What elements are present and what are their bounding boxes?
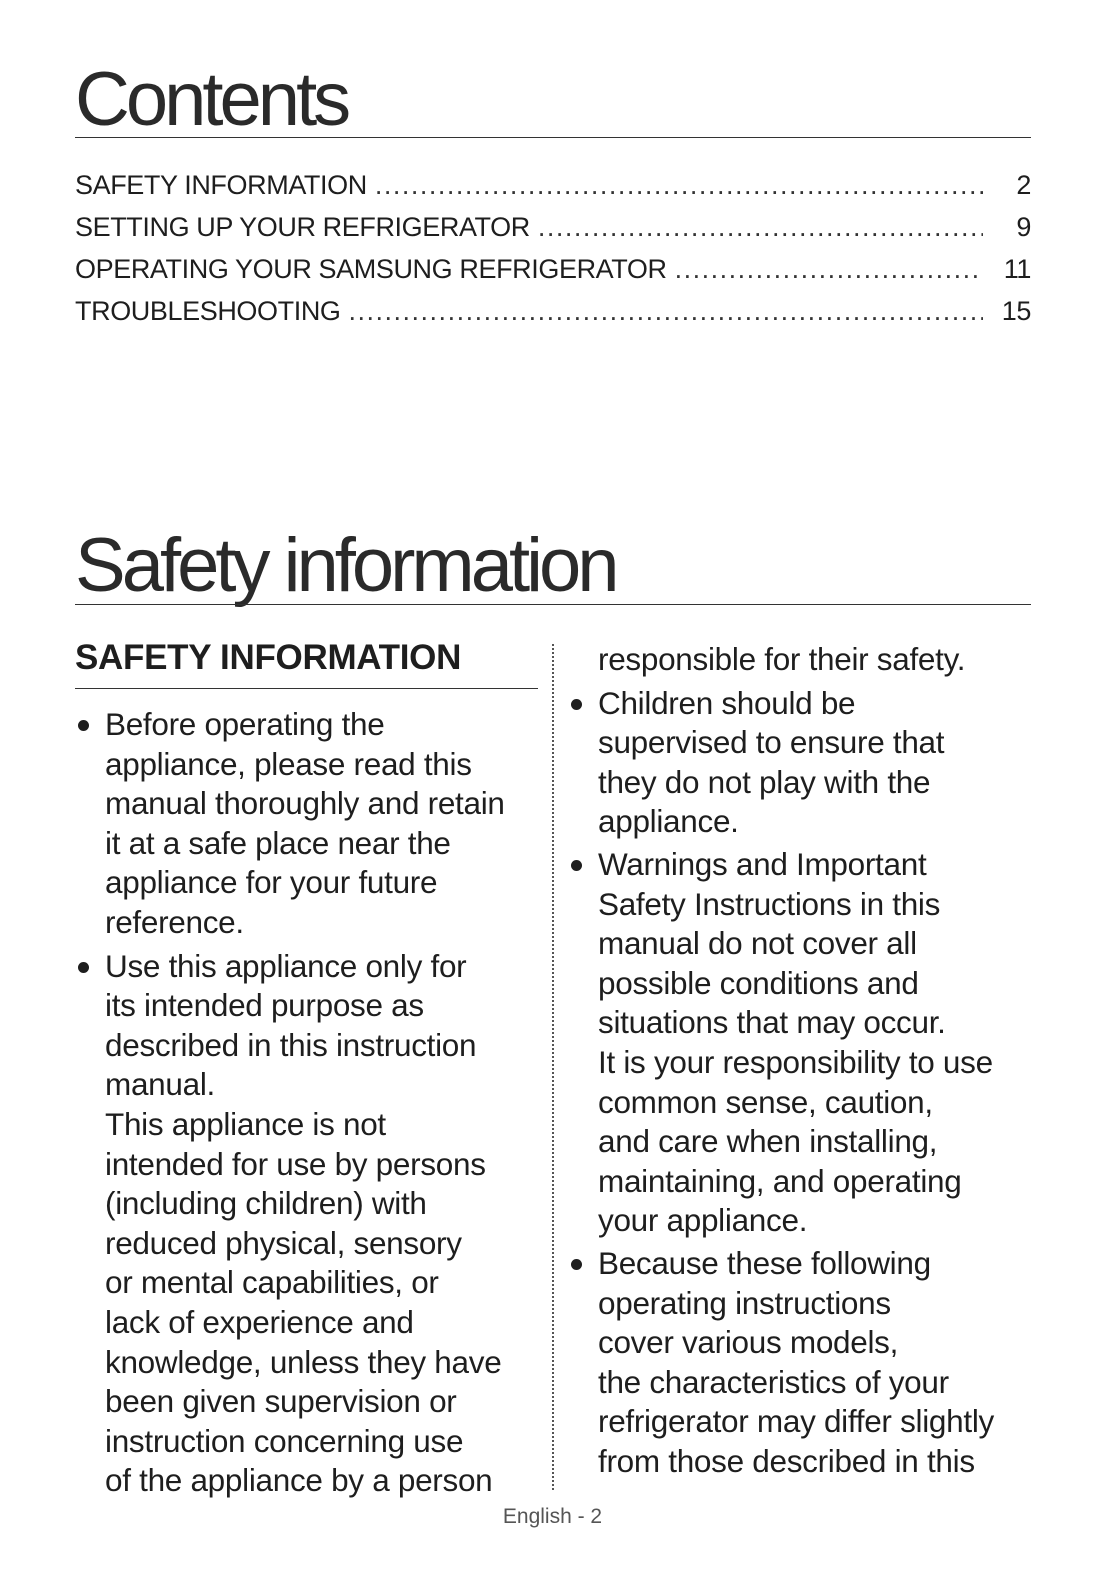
toc-label: TROUBLESHOOTING xyxy=(75,296,341,326)
bullet-text: Before operating the appliance, please read this manual thoroughly and retain it at a safe place near the appliance for your future reference. xyxy=(105,706,505,940)
bullet-item xyxy=(75,947,538,1501)
toc-leader-dots xyxy=(675,254,983,285)
bullet-icon xyxy=(78,962,89,973)
table-of-contents xyxy=(75,170,1031,338)
bullet-item xyxy=(568,845,1028,1241)
bullet-text: Because these following operating instructions cover various models, the characteristics of your refrigerator may differ slightly from those described in this xyxy=(598,1244,994,1479)
section-heading: SAFETY INFORMATION xyxy=(75,638,538,689)
toc-label: SETTING UP YOUR REFRIGERATOR xyxy=(75,212,530,242)
bullet-item xyxy=(568,1244,1028,1482)
toc-leader-dots xyxy=(375,170,983,201)
continued-text: responsible for their safety. xyxy=(598,641,966,677)
toc-leader-dots xyxy=(349,296,983,327)
bullet-icon xyxy=(571,699,582,710)
toc-page-number: 11 xyxy=(1003,254,1031,284)
toc-entry-operating[interactable] xyxy=(75,254,1031,296)
bullet-item xyxy=(568,684,1028,842)
left-column xyxy=(75,638,538,1505)
bullet-text: Use this appliance only for its intended purpose as described in this instruction manual. This appliance is not intended for use by persons (including children) with reduced physical, sensory or mental capabilities, or lack of experience and knowledge, unless they have been given supervision or instruction concerning use of the appliance by a person xyxy=(105,947,502,1499)
column-divider xyxy=(552,644,554,1490)
toc-entry-safety-information[interactable] xyxy=(75,170,1031,212)
page-footer: English - 2 xyxy=(502,1505,603,1528)
toc-page-number: 15 xyxy=(1001,296,1031,326)
bullet-icon xyxy=(571,860,582,871)
bullet-list xyxy=(75,705,538,1501)
toc-page-number: 9 xyxy=(1016,212,1031,242)
safety-title: Safety information xyxy=(75,523,616,608)
toc-leader-dots xyxy=(538,212,983,243)
bullet-item xyxy=(75,705,538,943)
toc-label: SAFETY INFORMATION xyxy=(75,170,367,200)
toc-entry-troubleshooting[interactable] xyxy=(75,296,1031,338)
bullet-icon xyxy=(78,720,89,731)
bullet-icon xyxy=(571,1259,582,1270)
safety-rule xyxy=(75,604,1031,605)
toc-label: OPERATING YOUR SAMSUNG REFRIGERATOR xyxy=(75,254,667,284)
bullet-list xyxy=(568,684,1028,1482)
bullet-text: Warnings and Important Safety Instructions in this manual do not cover all possible conditions and situations that may occur. It is your responsibility to use common sense, caution, and care when installing, maintaining, and operating your appliance. xyxy=(598,845,993,1239)
contents-rule xyxy=(75,137,1031,138)
bullet-text: Children should be supervised to ensure that they do not play with the appliance. xyxy=(598,684,945,840)
toc-entry-setting-up[interactable] xyxy=(75,212,1031,254)
right-column xyxy=(568,640,1028,1484)
contents-title: Contents xyxy=(75,57,348,142)
toc-page-number: 2 xyxy=(1016,170,1031,200)
